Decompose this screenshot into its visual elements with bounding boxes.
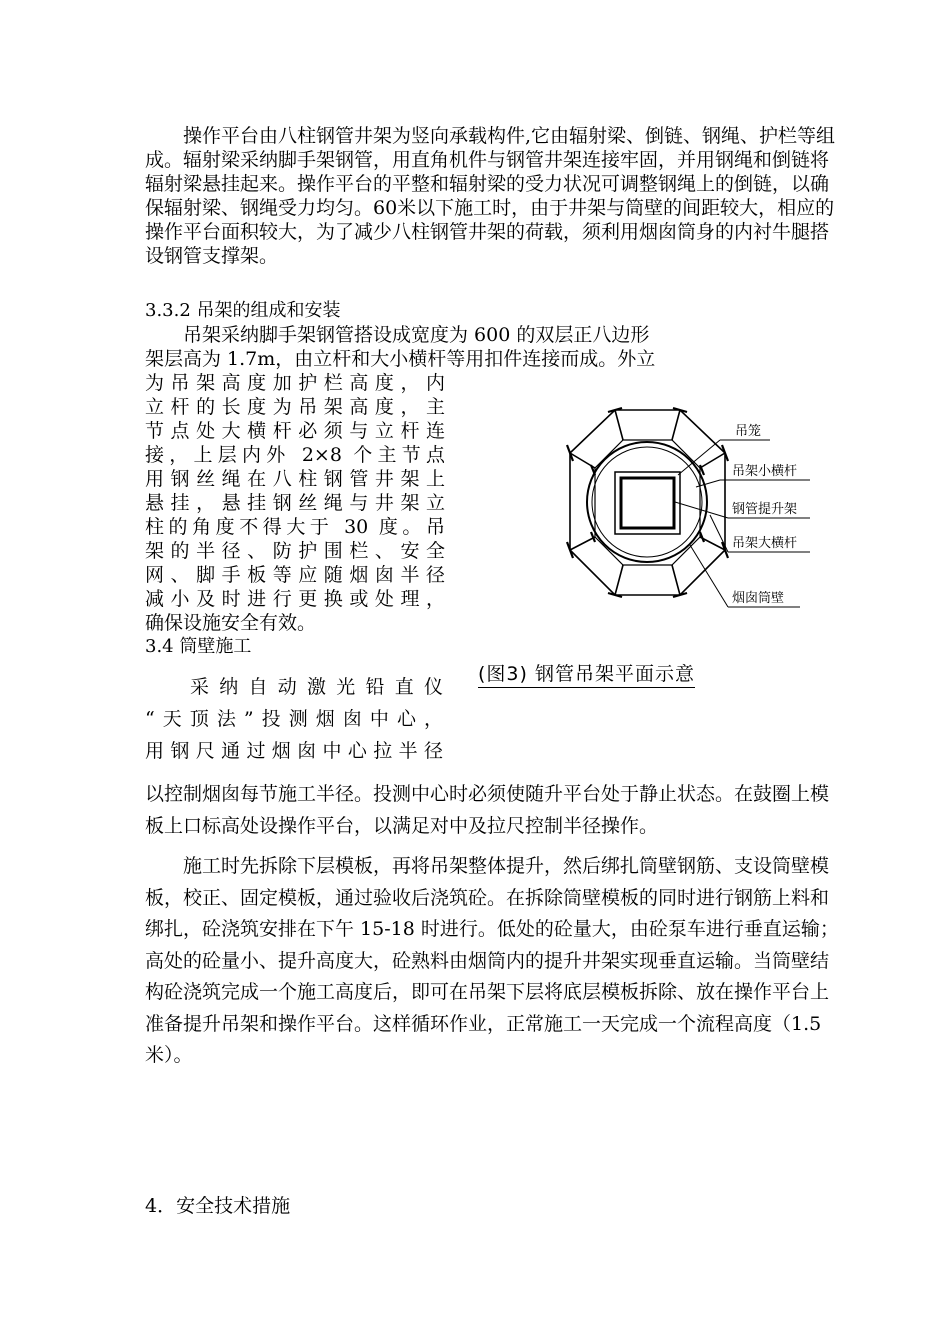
cage-outer xyxy=(615,472,680,534)
section-34-heading: 3.4 筒壁施工 xyxy=(145,636,252,657)
wrap-line: 立杆的长度为吊架高度，主 xyxy=(145,396,445,418)
figure-caption: (图3) 钢管吊架平面示意 xyxy=(478,659,695,688)
chimney-wall-circle xyxy=(587,442,707,562)
wrap-line: 柱的角度不得大于 30 度。吊 xyxy=(145,516,445,538)
label-small-bar: 吊架小横杆 xyxy=(732,464,798,479)
section-34-para2: 施工时先拆除下层模板，再将吊架整体提升，然后绑扎筒壁钢筋、支设筒壁模板，校正、固定模板，通过验收后浇筑砼。在拆除筒壁模板的同时进行钢筋上料和绑扎，砼浇筑安排在下午 15-18 时进行。低处的砼量大，由砼泵车进行垂直运输；高处的砼量小、提升高度大，砼熟料由烟筒内的提升井架实现垂直运输。当筒壁结构砼浇筑完成一个施工高度后，即可在吊架下层将底层模板拆除、放在操作平台上准备提升吊架和操作平台。这样循环作业，正常施工一天完成一个流程高度（1.5 米）。 xyxy=(145,855,839,1066)
section-4-heading: 4．安全技术措施 xyxy=(145,1195,291,1217)
section-34-body xyxy=(145,779,845,1072)
wrap-line: 接，上层内外 2×8 个主节点 xyxy=(145,444,445,466)
chimney-wall-inner xyxy=(592,447,702,557)
section-34-wrap-line: 采纳自动激光铅直仪 xyxy=(190,676,445,698)
wrap-line: 用钢丝绳在八柱钢管井架上 xyxy=(145,468,445,490)
section-34-wrap-line: “天顶法”投测烟囱中心， xyxy=(145,708,445,730)
scaffold-plan-figure xyxy=(470,395,830,695)
inner-octagon xyxy=(595,440,700,565)
wrap-line: 为吊架高度加护栏高度，内 xyxy=(145,372,445,394)
label-chimney-wall: 烟囱筒壁 xyxy=(732,591,785,606)
intro-block xyxy=(145,124,845,268)
label-big-bar: 吊架大横杆 xyxy=(732,536,798,551)
wrap-line: 节点处大横杆必须与立杆连 xyxy=(145,420,445,442)
wrap-line: 悬挂，悬挂钢丝绳与井架立 xyxy=(145,492,445,514)
wrap-line: 减小及时进行更换或处理， xyxy=(145,588,445,610)
intro-paragraph: 操作平台由八柱钢管井架为竖向承载构件,它由辐射梁、倒链、钢绳、护栏等组成。辐射梁采纳脚手架钢管，用直角机件与钢管井架连接牢固，并用钢绳和倒链将辐射梁悬挂起来。操作平台的平整和辐射梁的受力状况可调整钢绳上的倒链，以确保辐射梁、钢绳受力均匀。60米以下施工时，由于井架与筒壁的间距较大，相应的操作平台面积较大，为了减少八柱钢管井架的荷载，须利用烟囱筒身的内衬牛腿搭设钢管支撑架。 xyxy=(145,125,836,267)
wrap-line: 网、脚手板等应随烟囱半径 xyxy=(145,564,445,586)
section-34-wrap-line: 用钢尺通过烟囱中心拉半径 xyxy=(145,740,445,762)
section-332-heading: 3.3.2 吊架的组成和安装 xyxy=(145,300,341,321)
label-lift-frame: 钢管提升架 xyxy=(732,502,798,517)
scaffold-plan-drawing xyxy=(470,395,830,695)
section-332-line1: 吊架采纳脚手架钢管搭设成宽度为 600 的双层正八边形 xyxy=(183,324,650,346)
section-332-wrap-column xyxy=(145,371,445,611)
section-34-para1-rest: 以控制烟囱每节施工半径。投测中心时必须使随升平台处于静止状态。在鼓圈上模板上口标高处设操作平台，以满足对中及拉尺控制半径操作。 xyxy=(145,783,830,837)
label-cage: 吊笼 xyxy=(735,424,762,439)
section-332-last-line: 确保设施安全有效。 xyxy=(145,612,317,634)
section-332-line2: 架层高为 1.7m，由立杆和大小横杆等用扣件连接而成。外立 xyxy=(145,348,656,370)
cage-inner xyxy=(621,478,674,528)
wrap-line: 架的半径、防护围栏、安全 xyxy=(145,540,445,562)
